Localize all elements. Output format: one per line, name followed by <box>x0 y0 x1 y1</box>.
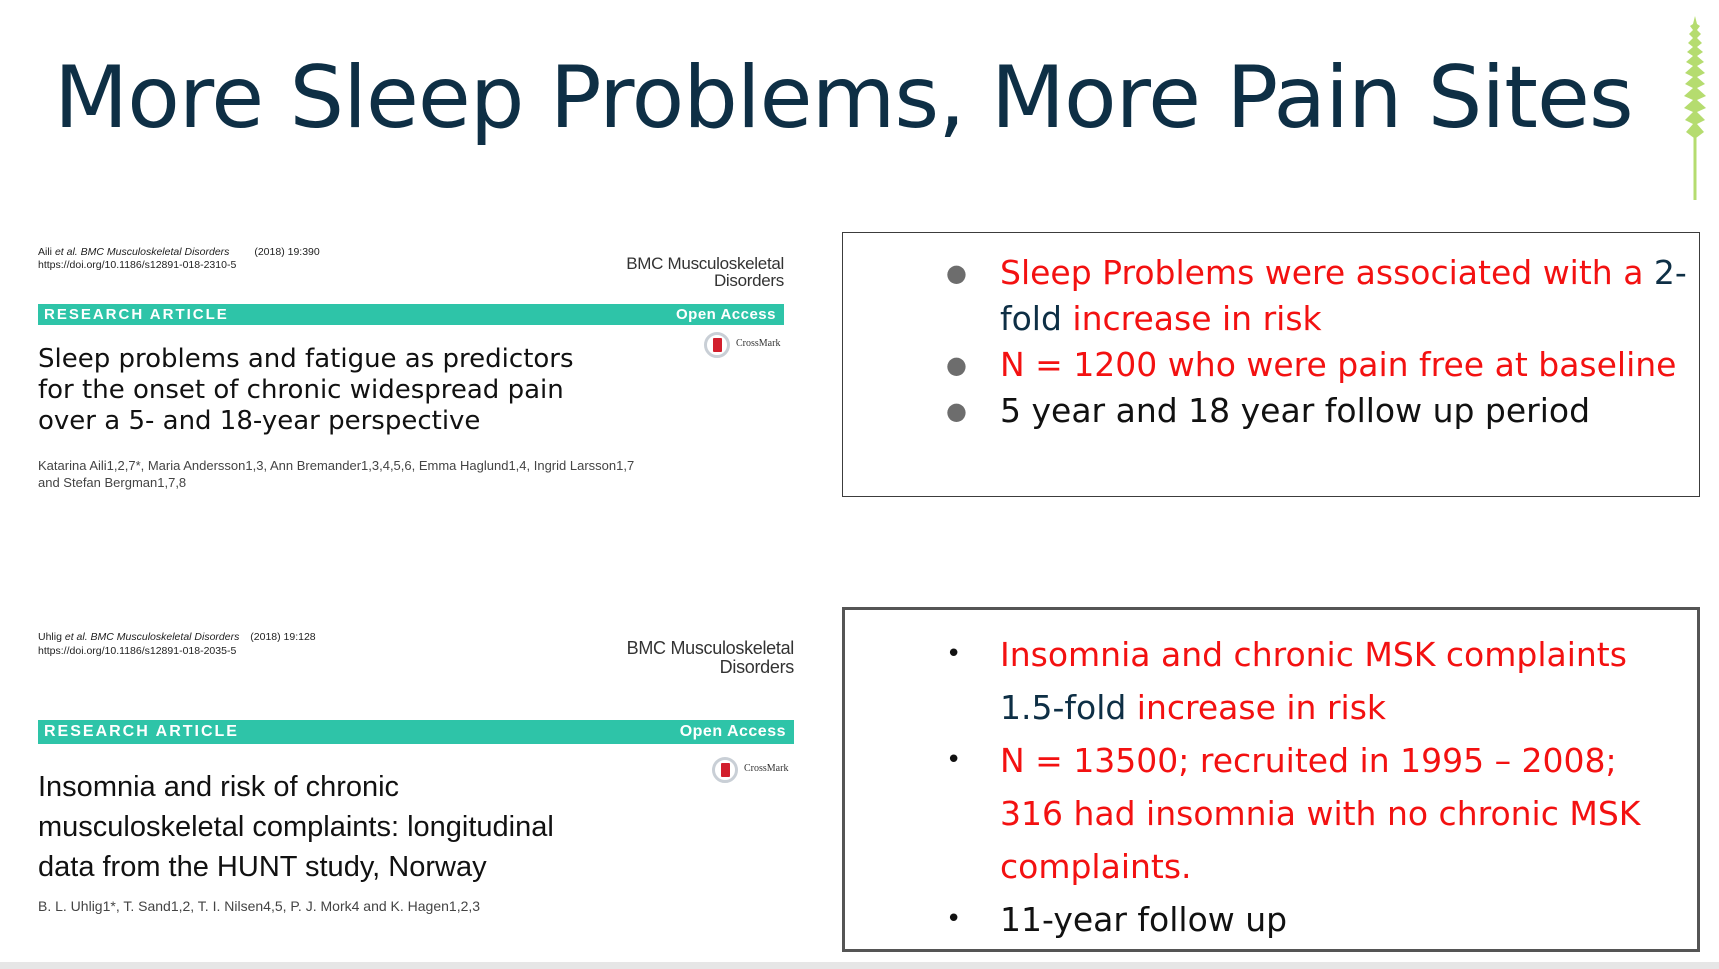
article-1-citation: Aili et al. BMC Musculoskeletal Disorders (2018) 19:390 <box>38 246 320 258</box>
article-2-title: Insomnia and risk of chronic musculoskeletal complaints: longitudinal data from the HUNT study, Norway <box>38 771 554 883</box>
bullet-icon: ● <box>946 397 967 425</box>
article-1-authors: Katarina Aili1,2,7*, Maria Andersson1,3, Ann Bremander1,3,4,5,6, Emma Haglund1,4, Ingrid Larsson1,7 and Stefan Bergman1,7,8 <box>38 458 635 490</box>
bullet-icon: ● <box>946 259 967 287</box>
article-1-title: Sleep problems and fatigue as predictors for the onset of chronic widespread pain over a 5- and 18-year perspective <box>38 344 574 436</box>
list-item: • Insomnia and chronic MSK complaints 1.5-fold increase in risk <box>1000 628 1690 734</box>
open-access-label: Open Access <box>676 306 776 323</box>
article-2-citation: Uhlig et al. BMC Musculoskeletal Disorders (2018) 19:128 <box>38 631 316 643</box>
article-2-authors: B. L. Uhlig1*, T. Sand1,2, T. I. Nilsen4,5, P. J. Mork4 and K. Hagen1,2,3 <box>38 898 481 914</box>
article-1-journal-name: BMC Musculoskeletal Disorders <box>626 254 784 290</box>
article-1-doi[interactable]: https://doi.org/10.1186/s12891-018-2310-5 <box>38 259 237 271</box>
article-2 <box>38 631 794 931</box>
list-item: ● N = 1200 who were pain free at baseline <box>1000 342 1690 388</box>
article-2-doi[interactable]: https://doi.org/10.1186/s12891-018-2035-5 <box>38 645 237 657</box>
bullet-icon: • <box>946 639 962 669</box>
article-1 <box>38 246 784 496</box>
tree-icon <box>1683 16 1707 200</box>
crossmark-icon <box>712 757 738 783</box>
list-item: • N = 13500; recruited in 1995 – 2008; 316 had insomnia with no chronic MSK complaints. <box>1000 734 1690 893</box>
list-item: • 11-year follow up <box>1000 893 1690 946</box>
open-access-label: Open Access <box>679 723 786 740</box>
summary-list-1 <box>946 250 1690 434</box>
bottom-strip <box>0 962 1719 969</box>
crossmark-button[interactable]: CrossMark <box>704 332 784 358</box>
article-1-research-band: RESEARCH ARTICLE Open Access <box>38 304 784 325</box>
article-2-journal-name: BMC Musculoskeletal Disorders <box>626 638 794 677</box>
article-2-research-band: RESEARCH ARTICLE Open Access <box>38 720 794 744</box>
bullet-icon: • <box>946 745 962 775</box>
list-item: ● 5 year and 18 year follow up period <box>1000 388 1690 434</box>
list-item: ● Sleep Problems were associated with a 2-fold increase in risk <box>1000 250 1690 342</box>
bullet-icon: ● <box>946 351 967 379</box>
bullet-icon: • <box>946 904 962 934</box>
summary-list-2 <box>946 628 1690 946</box>
slide-title: More Sleep Problems, More Pain Sites <box>54 48 1633 148</box>
crossmark-icon <box>704 332 730 358</box>
crossmark-button[interactable]: CrossMark <box>712 757 792 783</box>
